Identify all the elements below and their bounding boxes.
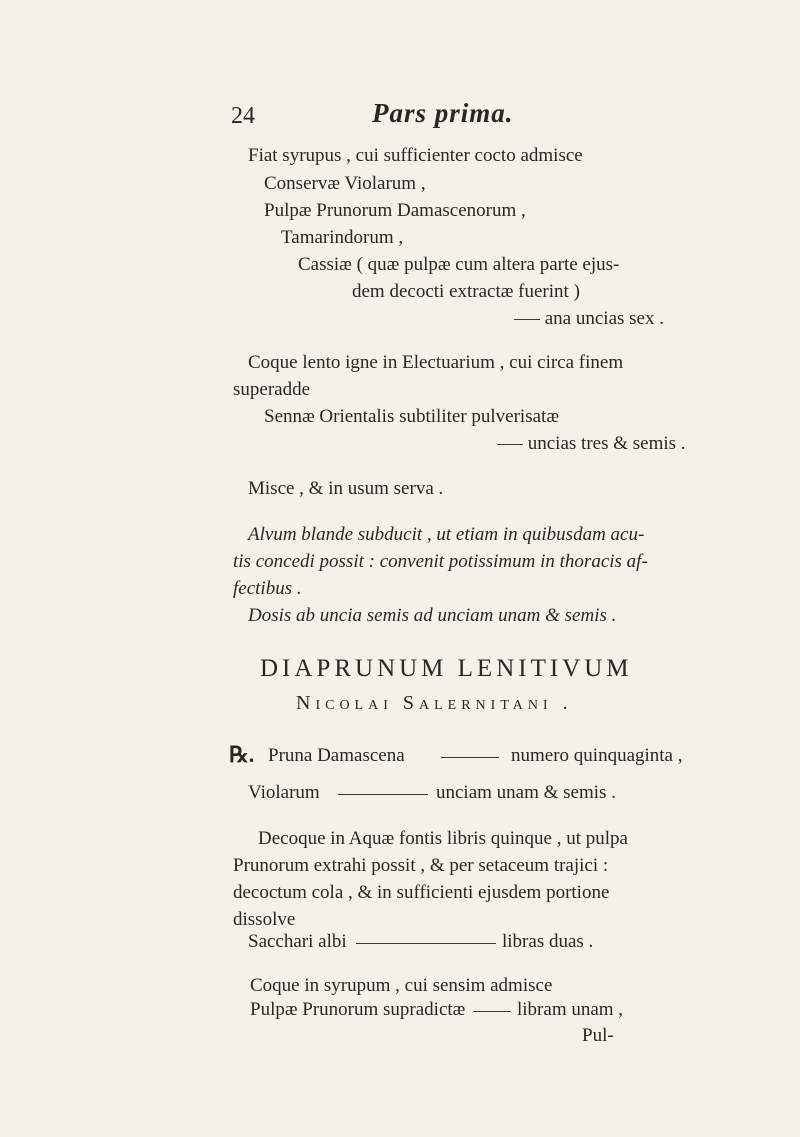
ingredient-line: Conservæ Violarum , bbox=[264, 173, 426, 194]
ingredient-quantity: libras duas . bbox=[502, 931, 594, 952]
ingredient-quantity: libram unam , bbox=[517, 999, 624, 1020]
ingredient-name: Pulpæ Prunorum supradictæ bbox=[250, 999, 466, 1020]
ingredient-line: Pulpæ Prunorum Damascenorum , bbox=[264, 200, 526, 221]
paragraph-line: decoctum cola , & in sufficienti ejusdem portione bbox=[233, 882, 610, 903]
recipe-line: Fiat syrupus , cui sufficienter cocto admisce bbox=[248, 145, 583, 166]
page-number: 24 bbox=[231, 103, 255, 129]
ingredient-quantity: numero quinquaginta , bbox=[511, 745, 683, 766]
quantity-dash bbox=[497, 444, 523, 445]
ingredient-name: Sacchari albi bbox=[248, 931, 347, 952]
catchword: Pul- bbox=[582, 1025, 614, 1046]
paragraph-line: dissolve bbox=[233, 909, 296, 930]
paragraph-line: Prunorum extrahi possit , & per setaceum trajici : bbox=[233, 855, 609, 876]
paragraph-line: Decoque in Aquæ fontis libris quinque , ut pulpa bbox=[258, 828, 628, 849]
section-title: DIAPRUNUM LENITIVUM bbox=[260, 655, 633, 682]
usage-line: Alvum blande subducit , ut etiam in quibusdam acu- bbox=[248, 524, 645, 545]
quantity-dash bbox=[514, 319, 540, 320]
ingredient-name: Violarum bbox=[248, 782, 320, 803]
quantity-text: ana uncias sex . bbox=[544, 308, 664, 329]
quantity-line bbox=[514, 309, 664, 328]
quantity-dash bbox=[338, 794, 428, 795]
recipe-line: superadde bbox=[233, 379, 311, 400]
ingredient-quantity: unciam unam & semis . bbox=[436, 782, 616, 803]
recipe-line: Coque lento igne in Electuarium , cui circa finem bbox=[248, 352, 624, 373]
quantity-line bbox=[497, 434, 686, 453]
ingredient-line: dem decocti extractæ fuerint ) bbox=[352, 281, 580, 302]
dose-line: Dosis ab uncia semis ad unciam unam & semis . bbox=[248, 605, 617, 626]
quantity-dash bbox=[356, 943, 496, 944]
ingredient-line: Sennæ Orientalis subtiliter pulverisatæ bbox=[264, 406, 559, 427]
usage-line: fectibus . bbox=[233, 578, 302, 599]
running-head: Pars prima. bbox=[372, 98, 514, 128]
usage-line: tis concedi possit : convenit potissimum in thoracis af- bbox=[233, 551, 648, 572]
instruction-line: Coque in syrupum , cui sensim admisce bbox=[250, 975, 553, 996]
quantity-dash bbox=[441, 757, 499, 758]
instruction-line: Misce , & in usum serva . bbox=[248, 478, 444, 499]
ingredient-line: Cassiæ ( quæ pulpæ cum altera parte ejus- bbox=[298, 254, 620, 275]
quantity-text: uncias tres & semis . bbox=[527, 433, 686, 454]
ingredient-name: Pruna Damascena bbox=[268, 745, 405, 766]
quantity-dash bbox=[473, 1011, 511, 1012]
section-subtitle: Nicolai Salernitani . bbox=[296, 692, 573, 714]
recipe-symbol: ℞. bbox=[229, 742, 255, 767]
ingredient-line: Tamarindorum , bbox=[281, 227, 404, 248]
